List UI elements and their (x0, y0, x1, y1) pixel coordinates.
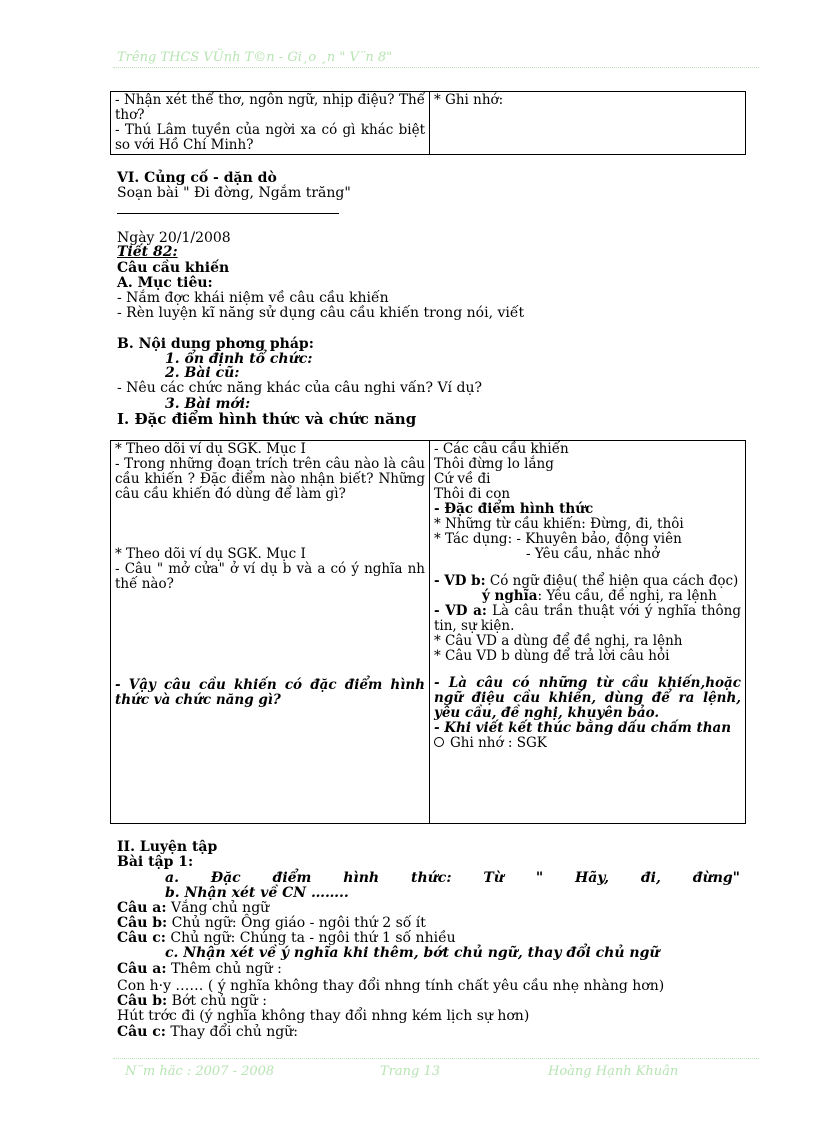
lesson-date: Ngày 20/1/2008 (117, 230, 231, 246)
vd-b-text: Có ngữ điệu( thể hiện qua cách đọc) (485, 573, 739, 589)
sentence-label: Câu c: (117, 1024, 166, 1040)
sentence-text: Bớt chủ ngữ : (167, 993, 267, 1009)
section-separator (117, 213, 339, 214)
item-word: Từ (483, 870, 504, 886)
table-cell-text: * Ghi nhớ: (434, 92, 504, 108)
item-word: đừng" (692, 870, 740, 886)
table-cell-left (111, 92, 430, 155)
table-characteristics (110, 440, 746, 824)
step-3: 3. Bài mới: (165, 396, 251, 412)
section-i-title: I. Đặc điểm hình thức và chức năng (117, 410, 417, 428)
ghi-nho-text: Ghi nhớ : SGK (450, 735, 547, 751)
step-1: 1. ổn định tổ chức: (165, 351, 313, 367)
objectives-title: A. Mục tiêu: (117, 275, 213, 291)
exercise-item-b: b. Nhận xét về CN …….. (165, 885, 349, 901)
table-cell-right (430, 92, 746, 155)
section-vi-line: Soạn bài " Đi đờng, Ngắm trăng" (117, 185, 351, 201)
sentence-text: Chủ ngữ: Chúng ta - ngôi thứ 1 số nhiều (165, 930, 456, 946)
vd-a-text: Là câu trần thuật với ý nghĩa thông tin, sự kiện. (434, 603, 741, 634)
sentence-b-line (117, 916, 426, 931)
table-review (110, 91, 746, 155)
objective-item: - Rèn luyện kĩ năng sử dụng câu cầu khiến trong nói, viết (117, 305, 525, 321)
item-word: hình (343, 870, 380, 886)
footer-year: N¨m häc : 2007 - 2008 (125, 1064, 275, 1079)
step-2: 2. Bài cũ: (165, 365, 240, 381)
section-vi-title: VI. Củng cố - dặn dò (117, 170, 277, 186)
exercise-item-a (165, 871, 740, 886)
table-cell-text: - Đặc điểm hình thức (434, 501, 594, 517)
item-word: " (535, 870, 544, 886)
footer-page: Trang 13 (380, 1064, 441, 1079)
meaning-text: : Yêu cầu, đề nghị, ra lệnh (537, 588, 717, 604)
change-b-example: Hút trớc đi (ý nghĩa không thay đổi nhng kém lịch sự hơn) (117, 1008, 530, 1024)
sentence-text: Chủ ngữ: Ông giáo - ngôi thứ 2 số ít (167, 915, 426, 931)
table-cell-text: * Những từ cầu khiến: Đừng, đi, thôi (434, 516, 684, 532)
footer-author: Hoàng Hạnh Khuân (548, 1064, 679, 1079)
circle-icon (434, 737, 444, 747)
table-cell-text: Thôi đi con (434, 486, 511, 502)
page-header: Trêng THCS VÜnh T©n - Gi¸o ¸n " V¨n 8" (117, 50, 393, 65)
item-word: đi, (640, 870, 661, 886)
exercise-1-title: Bài tập 1: (117, 854, 194, 870)
sentence-label: Câu b: (117, 993, 168, 1009)
vd-a-label: - VD a: (434, 603, 487, 619)
table-cell-text: - Thú Lâm tuyền của ngời xa có gì khác biệt so với Hồ Chí Minh? (115, 122, 425, 153)
table-cell-text: * Theo dõi ví dụ SGK. Mục I (115, 441, 306, 457)
step-2-question: - Nêu các chức năng khác của câu nghi vấn? Ví dụ? (117, 380, 482, 396)
table-cell-right (430, 441, 746, 824)
item-word: thức: (410, 870, 452, 886)
change-a-example: Con h·y …… ( ý nghĩa không thay đổi nhng tính chất yêu cầu nhẹ nhàng hơn) (117, 978, 665, 994)
exercise-item-c: c. Nhận xét về ý nghĩa khi thêm, bớt chủ ngữ, thay đổi chủ ngữ (165, 945, 660, 961)
vd-b-label: - VD b: (434, 573, 486, 589)
table-cell-text: * Theo dõi ví dụ SGK. Mục I (115, 546, 306, 562)
table-cell-text: - Vậy câu cầu khiến có đặc điểm hình thức và chức năng gì? (115, 677, 425, 708)
sentence-label: Câu a: (117, 961, 167, 977)
table-cell-text (434, 589, 741, 604)
sentence-label: Câu a: (117, 900, 167, 916)
sentence-c-line (117, 931, 456, 946)
header-divider (113, 67, 759, 68)
content-title: B. Nội dung phơng pháp: (117, 336, 314, 352)
table-cell-text: Cứ về đi (434, 471, 491, 487)
change-c-line (117, 1025, 298, 1040)
sentence-text: Thêm chủ ngữ : (166, 961, 282, 977)
lesson-title: Câu cầu khiến (117, 260, 230, 276)
meaning-label: ý nghĩa (482, 588, 538, 604)
table-cell-text: - Câu " mở cửa" ở ví dụ b và a có ý nghĩa nh thế nào? (115, 561, 425, 592)
table-cell-text: - Các câu cầu khiến (434, 441, 569, 457)
sentence-text: Vắng chủ ngữ (166, 900, 270, 916)
table-cell-text (434, 574, 741, 589)
table-cell-text: Thôi đừng lo lắng (434, 456, 554, 472)
change-b-line (117, 994, 267, 1009)
change-a-line (117, 962, 282, 977)
table-cell-text: - Trong những đoạn trích trên câu nào là câu cầu khiến ? Đặc điểm nào nhận biết? Những câu cầu khiến đó dùng để làm gì? (115, 456, 425, 502)
table-cell-left (111, 441, 430, 824)
sentence-label: Câu b: (117, 915, 168, 931)
table-cell-text (434, 736, 741, 751)
item-word: Đặc (210, 870, 241, 886)
item-word: Hãy, (575, 870, 610, 886)
table-cell-text (434, 604, 741, 634)
table-cell-text: - Khi viết kết thúc bằng dấu chấm than (434, 720, 732, 736)
table-cell-text: * Tác dụng: - Khuyên bảo, động viên (434, 531, 682, 547)
footer-divider (113, 1058, 759, 1059)
item-word: điểm (272, 870, 312, 886)
sentence-text: Thay đổi chủ ngữ: (165, 1024, 298, 1040)
table-cell-text: - Là câu có những từ cầu khiến,hoặc ngữ điệu cầu khiến, dùng để ra lệnh, yêu cầu, đề nghị, khuyên bảo. (434, 675, 741, 721)
objective-item: - Nắm đợc khái niệm về câu cầu khiến (117, 290, 389, 306)
table-row (111, 441, 746, 824)
item-label: a. (165, 870, 179, 886)
table-cell-text: - Yêu cầu, nhắc nhở (526, 546, 660, 562)
sentence-label: Câu c: (117, 930, 166, 946)
table-cell-text: * Câu VD b dùng để trả lời câu hỏi (434, 648, 670, 664)
table-cell-text: - Nhận xét thể thơ, ngôn ngữ, nhịp điệu? Thể thơ? (115, 92, 425, 123)
sentence-a-line (117, 901, 269, 916)
table-cell-text: * Câu VD a dùng để đề nghị, ra lệnh (434, 633, 683, 649)
practice-title: II. Luyện tập (117, 839, 218, 855)
lesson-period: Tiết 82: (117, 244, 178, 260)
table-row (111, 92, 746, 155)
